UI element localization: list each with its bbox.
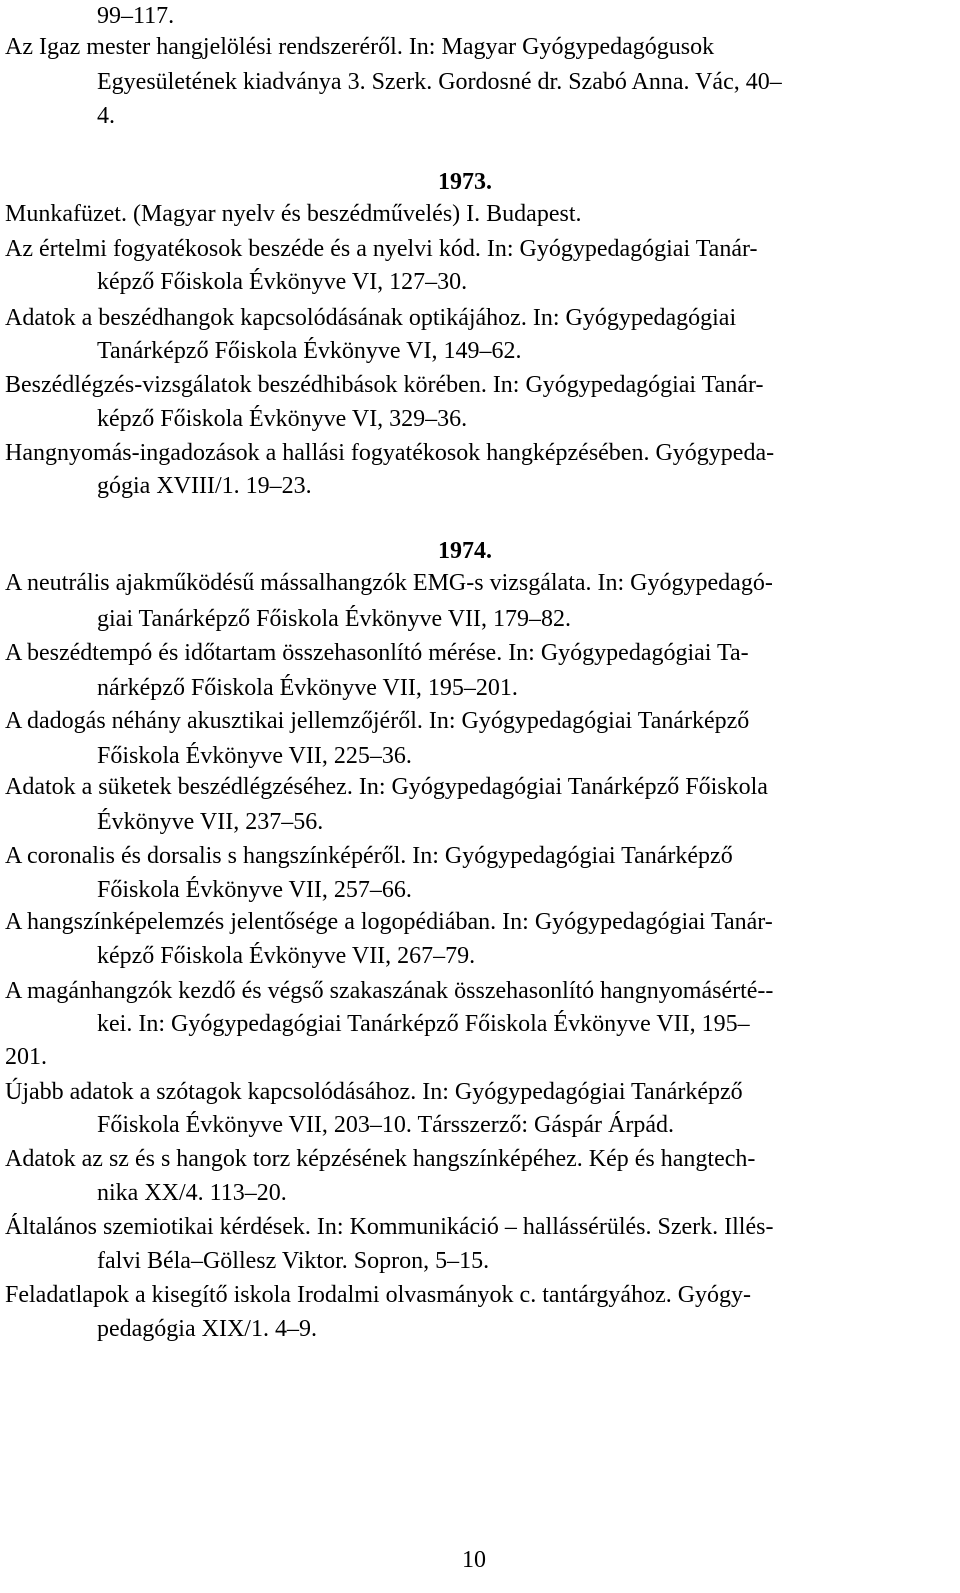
bib-line: nárképző Főiskola Évkönyve VII, 195–201. <box>97 675 518 701</box>
bib-line: képző Főiskola Évkönyve VI, 329–36. <box>97 406 468 432</box>
bib-line: Főiskola Évkönyve VII, 203–10. Társszerző: Gáspár Árpád. <box>97 1112 674 1138</box>
bib-entry: A beszédtempó és időtartam összehasonlító mérése. In: Gyógypedagógiai Ta- <box>5 640 749 666</box>
bib-line: falvi Béla–Göllesz Viktor. Sopron, 5–15. <box>97 1248 490 1274</box>
bib-line: Egyesületének kiadványa 3. Szerk. Gordosné dr. Szabó Anna. Vác, 40– <box>97 69 782 95</box>
bib-line: gógia XVIII/1. 19–23. <box>97 473 312 499</box>
year-heading-1974: 1974. <box>438 538 492 564</box>
bib-entry: Adatok az sz és s hangok torz képzésének hangszínképéhez. Kép és hangtech- <box>5 1146 756 1172</box>
bib-entry: Adatok a süketek beszédlégzéséhez. In: Gyógypedagógiai Tanárképző Főiskola <box>5 774 768 800</box>
bib-line: képző Főiskola Évkönyve VI, 127–30. <box>97 269 468 295</box>
bib-entry: A hangszínképelemzés jelentősége a logopédiában. In: Gyógypedagógiai Tanár- <box>5 909 773 935</box>
bib-line: 201. <box>5 1044 47 1070</box>
bib-entry: A coronalis és dorsalis s hangszínképéről. In: Gyógypedagógiai Tanárképző <box>5 843 733 869</box>
bib-entry: Általános szemiotikai kérdések. In: Kommunikáció – hallássérülés. Szerk. Illés- <box>5 1214 774 1240</box>
bib-line: 99–117. <box>97 3 175 29</box>
bib-entry: Munkafüzet. (Magyar nyelv és beszédművelés) I. Budapest. <box>5 201 582 227</box>
bib-line: Főiskola Évkönyve VII, 225–36. <box>97 743 412 769</box>
bib-line: giai Tanárképző Főiskola Évkönyve VII, 179–82. <box>97 606 572 632</box>
bib-entry: Adatok a beszédhangok kapcsolódásának optikájához. In: Gyógypedagógiai <box>5 305 737 331</box>
bib-entry: Az értelmi fogyatékosok beszéde és a nyelvi kód. In: Gyógypedagógiai Tanár- <box>5 236 758 262</box>
bib-entry: A magánhangzók kezdő és végső szakaszának összehasonlító hangnyomásérté-- <box>5 978 774 1004</box>
year-heading-1973: 1973. <box>438 169 492 195</box>
page-number: 10 <box>462 1547 486 1573</box>
bib-line: pedagógia XIX/1. 4–9. <box>97 1316 317 1342</box>
bib-line: Főiskola Évkönyve VII, 257–66. <box>97 877 412 903</box>
bib-entry: Feladatlapok a kisegítő iskola Irodalmi olvasmányok c. tantárgyához. Gyógy- <box>5 1282 752 1308</box>
bib-line: Tanárképző Főiskola Évkönyve VI, 149–62. <box>97 338 522 364</box>
bib-entry: Újabb adatok a szótagok kapcsolódásához. In: Gyógypedagógiai Tanárképző <box>5 1079 743 1105</box>
bib-entry: Beszédlégzés-vizsgálatok beszédhibások körében. In: Gyógypedagógiai Tanár- <box>5 372 764 398</box>
bib-entry: A neutrális ajakműködésű mássalhangzók EMG-s vizsgálata. In: Gyógypedagó- <box>5 570 773 596</box>
bib-line: kei. In: Gyógypedagógiai Tanárképző Főiskola Évkönyve VII, 195– <box>97 1011 750 1037</box>
bib-entry: Hangnyomás-ingadozások a hallási fogyatékosok hangképzésében. Gyógypeda- <box>5 440 775 466</box>
bib-line: Évkönyve VII, 237–56. <box>97 809 324 835</box>
bib-entry: A dadogás néhány akusztikai jellemzőjéről. In: Gyógypedagógiai Tanárképző <box>5 708 750 734</box>
bib-line: 4. <box>97 103 115 129</box>
bib-line: nika XX/4. 113–20. <box>97 1180 287 1206</box>
bib-line: képző Főiskola Évkönyve VII, 267–79. <box>97 943 476 969</box>
bib-entry: Az Igaz mester hangjelölési rendszeréről. In: Magyar Gyógypedagógusok <box>5 34 715 60</box>
